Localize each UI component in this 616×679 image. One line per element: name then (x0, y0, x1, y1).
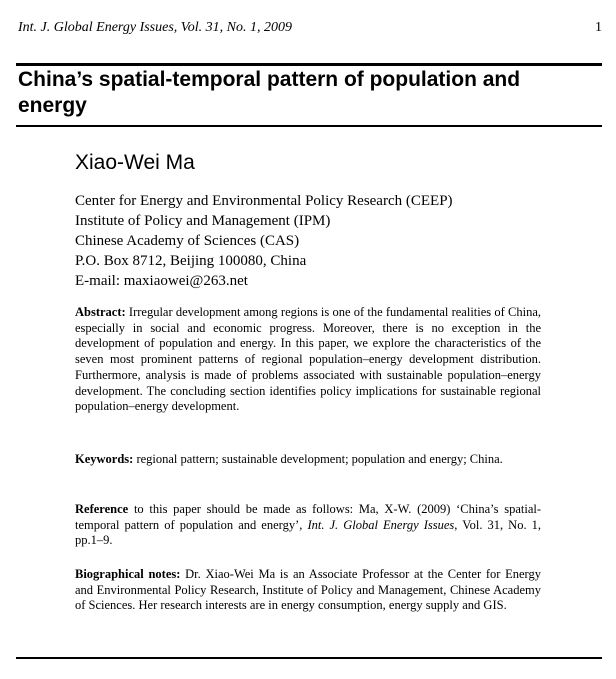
affiliation-line: Center for Energy and Environmental Policy Research (CEEP) (75, 193, 453, 209)
page-number: 1 (595, 20, 602, 35)
abstract-section (75, 305, 541, 415)
bio-text: Dr. Xiao-Wei Ma is an Associate Professor at the Center for Energy and Environmental Policy Research, Institute of Policy and Management, Chinese Academy of Sciences. Her research interests are in energy consumption, energy supply and GIS. (75, 567, 541, 613)
affiliation-line: Chinese Academy of Sciences (CAS) (75, 233, 300, 249)
running-header (18, 20, 602, 40)
keywords-text: regional pattern; sustainable development; population and energy; China. (136, 452, 503, 466)
author-affiliation (75, 191, 453, 291)
journal-citation: Int. J. Global Energy Issues, Vol. 31, No. 1, 2009 (18, 20, 293, 35)
reference-intro: to this paper should be made as follows: Ma, X-W. (2009) ‘China’s spatial-temporal pattern of population and energy’, (75, 502, 541, 532)
affiliation-line: Institute of Policy and Management (IPM) (75, 213, 331, 229)
top-rule (16, 63, 602, 66)
reference-journal: Int. J. Global Energy Issues (307, 517, 455, 532)
abstract-text: Irregular development among regions is one of the fundamental realities of China, especially in social and economic progress. Moreover, there is no exception in the development of population and energy. In this paper, we explore the characteristics of the seven most prominent patterns of regional population–energy development distribution. Furthermore, analysis is made of problems associated with sustainable population–energy development. The concluding section identifies policy implications for sustainable regional population–energy development. (75, 305, 542, 414)
reference-label: Reference (75, 502, 129, 516)
biographical-notes-section (75, 567, 541, 614)
reference-details: , Vol. 31, No. 1, pp.1–9. (75, 517, 542, 548)
bio-label: Biographical notes: (75, 567, 181, 581)
abstract-label: Abstract: (75, 305, 126, 319)
reference-section (75, 502, 541, 549)
keywords-label: Keywords: (75, 452, 134, 466)
affiliation-email: E-mail: maxiaowei@263.net (75, 273, 248, 289)
title-rule (16, 125, 602, 127)
paper-title: China’s spatial-temporal pattern of population and energy (18, 68, 521, 117)
affiliation-line: P.O. Box 8712, Beijing 100080, China (75, 253, 307, 269)
bottom-rule (16, 657, 602, 659)
author-name: Xiao-Wei Ma (75, 151, 195, 174)
keywords-section (75, 452, 541, 468)
